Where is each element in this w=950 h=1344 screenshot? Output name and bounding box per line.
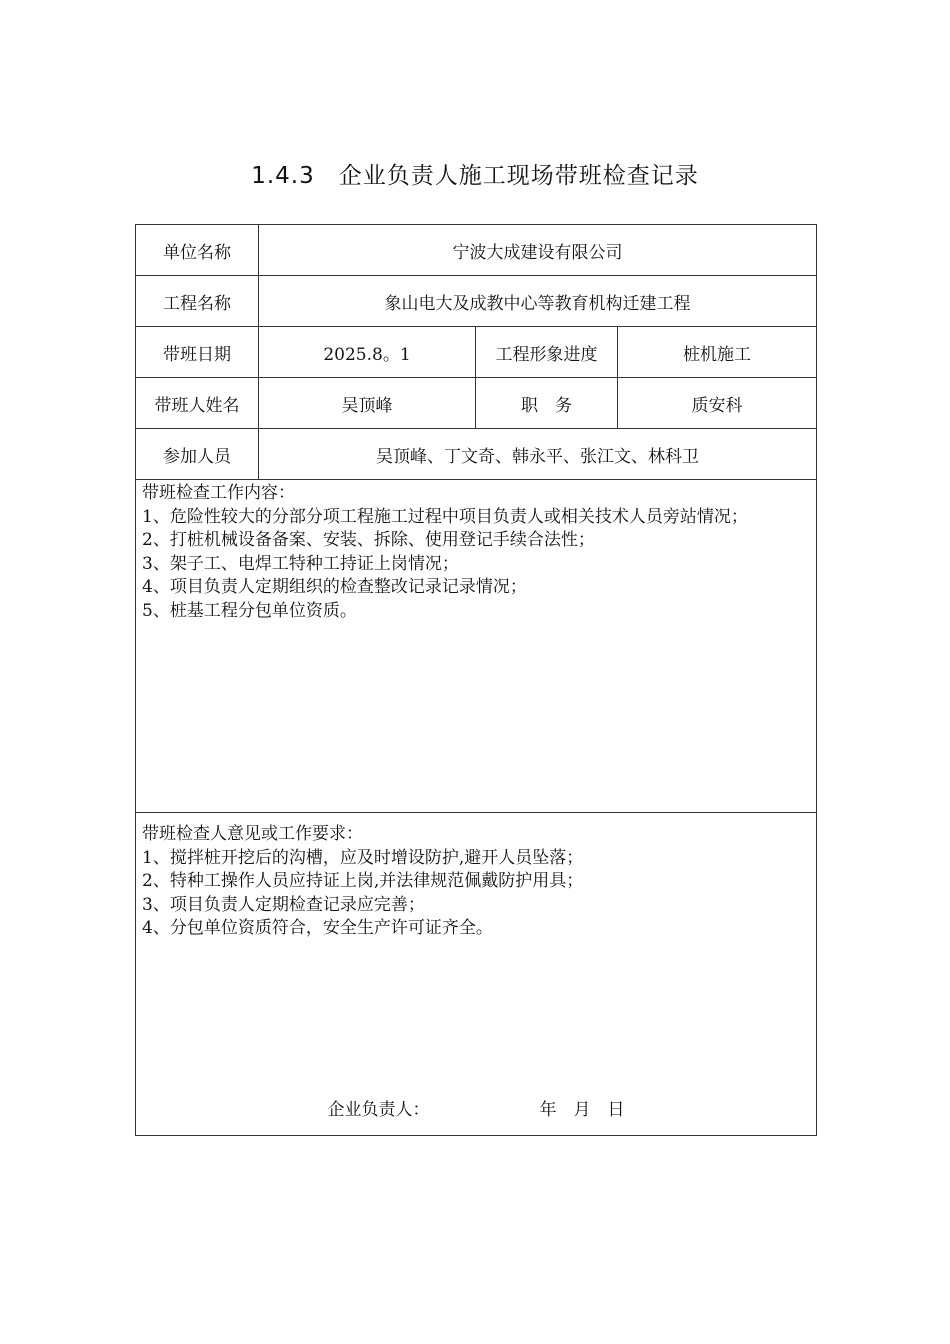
date-label: 带班日期 <box>136 327 259 378</box>
content-item: 2、打桩机械设备备案、安装、拆除、使用登记手续合法性； <box>142 530 595 550</box>
opinion-cell <box>136 813 817 1136</box>
unit-row <box>136 225 817 276</box>
opinion-item: 2、特种工操作人员应持证上岗,并法律规范佩戴防护用具； <box>142 871 584 891</box>
opinion-item: 4、分包单位资质符合，安全生产许可证齐全。 <box>142 918 493 938</box>
inspection-content-cell <box>136 480 817 813</box>
date-row <box>136 327 817 378</box>
participants-row <box>136 429 817 480</box>
progress-value: 桩机施工 <box>618 327 817 378</box>
unit-value: 宁波大成建设有限公司 <box>259 225 817 276</box>
position-value: 质安科 <box>618 378 817 429</box>
opinion-item: 3、项目负责人定期检查记录应完善； <box>142 894 425 915</box>
content-item: 5、桩基工程分包单位资质。 <box>142 600 357 621</box>
unit-label: 单位名称 <box>136 225 259 276</box>
inspection-record-table <box>135 224 817 1136</box>
project-value: 象山电大及成教中心等教育机构迁建工程 <box>259 276 817 327</box>
signature-line <box>136 1099 816 1123</box>
content-item: 4、项目负责人定期组织的检查整改记录记录情况； <box>142 577 527 597</box>
project-label: 工程名称 <box>136 276 259 327</box>
name-label: 带班人姓名 <box>136 378 259 429</box>
opinion-item: 1、搅拌桩开挖后的沟槽，应及时增设防护,避开人员坠落； <box>142 847 584 868</box>
opinion-heading: 带班检查人意见或工作要求： <box>142 824 363 844</box>
signature-date: 年 月 日 <box>539 1099 625 1120</box>
signature-label: 企业负责人： <box>327 1099 430 1120</box>
content-item: 3、架子工、电焊工特种工持证上岗情况； <box>142 553 459 574</box>
date-value: 2025.8。1 <box>259 327 476 378</box>
content-row <box>136 480 817 813</box>
page-title: 1.4.3 企业负责人施工现场带班检查记录 <box>251 163 699 189</box>
participants-value: 吴顶峰、丁文奇、韩永平、张江文、林科卫 <box>259 429 817 480</box>
name-value: 吴顶峰 <box>259 378 476 429</box>
project-row <box>136 276 817 327</box>
content-heading: 带班检查工作内容： <box>142 483 295 503</box>
participants-label: 参加人员 <box>136 429 259 480</box>
progress-label: 工程形象进度 <box>476 327 618 378</box>
content-item: 1、危险性较大的分部分项工程施工过程中项目负责人或相关技术人员旁站情况； <box>142 506 748 527</box>
position-label: 职 务 <box>476 378 618 429</box>
opinion-row <box>136 813 817 1136</box>
person-row <box>136 378 817 429</box>
